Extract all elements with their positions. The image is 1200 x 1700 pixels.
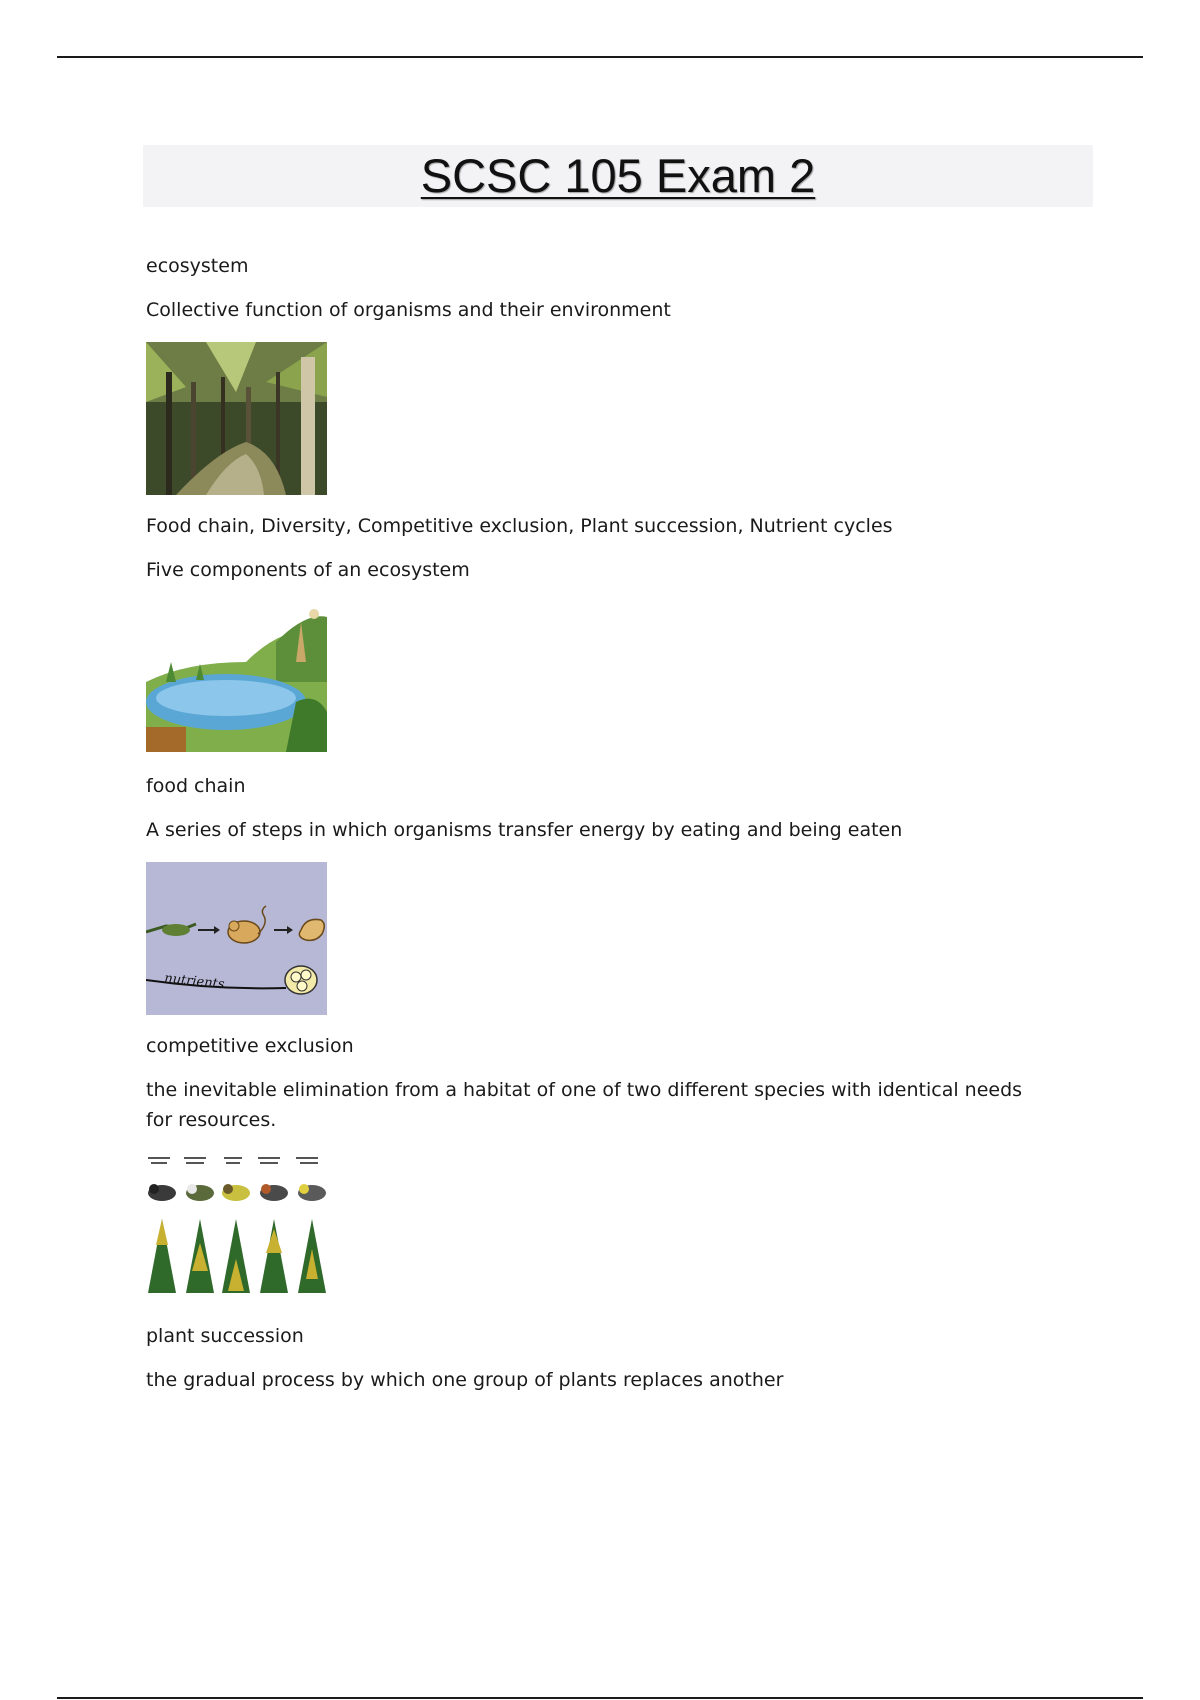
term-ecosystem: ecosystem — [146, 255, 249, 277]
term-competitive-exclusion: competitive exclusion — [146, 1035, 354, 1057]
definition-ecosystem: Collective function of organisms and their environment — [146, 299, 671, 321]
term-five-components: Food chain, Diversity, Competitive exclusion, Plant succession, Nutrient cycles — [146, 515, 893, 537]
food-chain-diagram-icon — [146, 862, 327, 1015]
page-title: SCSC 105 Exam 2 — [420, 149, 816, 202]
term-plant-succession: plant succession — [146, 1325, 304, 1347]
term-food-chain: food chain — [146, 775, 246, 797]
food-chain-nutrients-label: nutrients — [163, 971, 226, 993]
definition-plant-succession: the gradual process by which one group of plants replaces another — [146, 1369, 784, 1391]
top-rule — [57, 56, 1143, 58]
forest-swamp-photo-icon — [146, 342, 327, 495]
pond-ecosystem-illustration-icon — [146, 602, 327, 752]
warblers-on-trees-diagram-icon — [146, 1153, 327, 1300]
bottom-rule — [57, 1697, 1143, 1699]
definition-five-components: Five components of an ecosystem — [146, 559, 470, 581]
definition-competitive-exclusion: the inevitable elimination from a habitat of one of two different species with identical needs for resources. — [146, 1079, 1023, 1131]
definition-food-chain: A series of steps in which organisms transfer energy by eating and being eaten — [146, 819, 903, 841]
